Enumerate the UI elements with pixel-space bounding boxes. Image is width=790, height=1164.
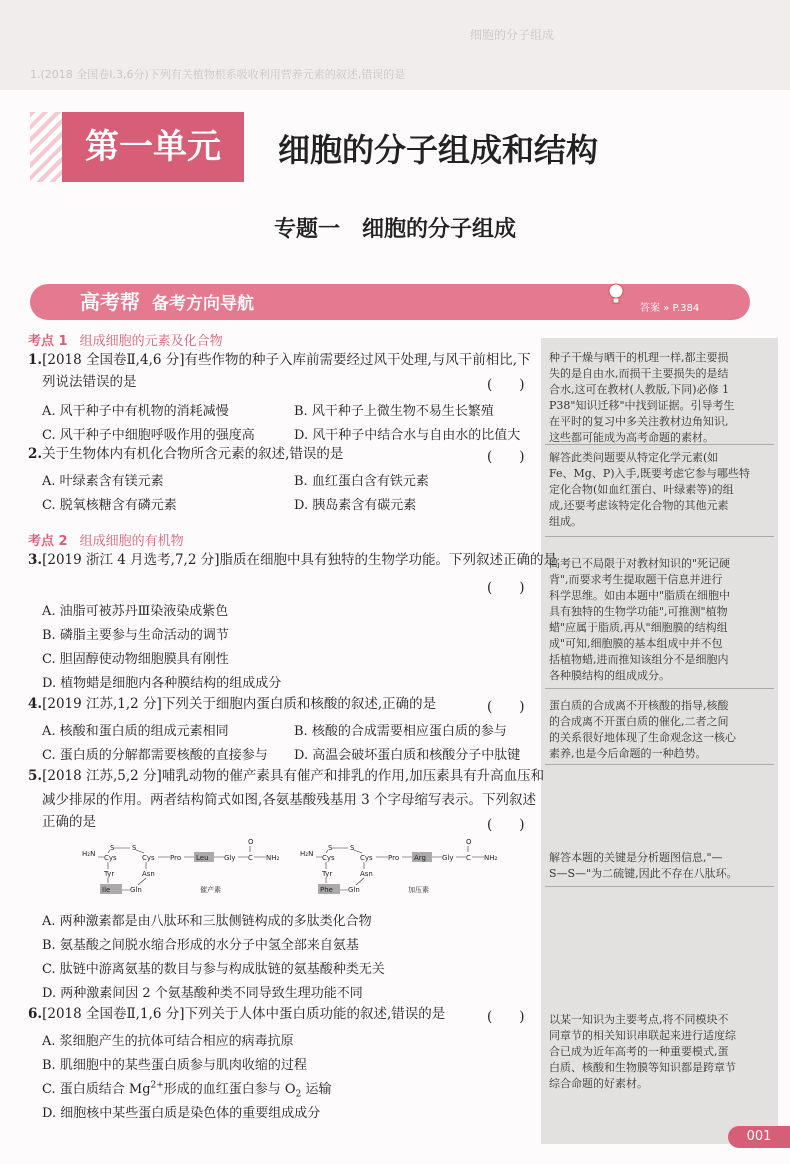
option-d: D. 两种激素间因 2 个氨基酸种类不同导致生理功能不同 bbox=[42, 986, 363, 1001]
option-a: A. 核酸和蛋白质的组成元素相同 bbox=[42, 724, 229, 739]
note-divider bbox=[545, 444, 774, 445]
note-line: 的关系很好地体现了生命观念这一核心 bbox=[549, 731, 736, 744]
note-2 bbox=[549, 450, 771, 530]
note-line: 成"可知,细胞膜的基本组成中并不包 bbox=[549, 637, 723, 650]
option-c: C. 脱氧核糖含有磷元素 bbox=[42, 498, 177, 513]
option-a: A. 油脂可被苏丹Ⅲ染液染成紫色 bbox=[42, 604, 229, 619]
answer-blank: ( ) bbox=[487, 580, 525, 596]
h2n-label: H₂N bbox=[82, 850, 96, 858]
nh2-label: NH₂ bbox=[266, 854, 280, 862]
c-label: C bbox=[248, 854, 253, 862]
o-label: O bbox=[466, 838, 472, 846]
note-line: 括植物蜡,进而推知该组分不是细胞内 bbox=[549, 653, 729, 666]
faded-header-text: 1.(2018 全国卷Ⅰ,3,6分)下列有关植物根系吸收利用营养元素的叙述,错误的是 bbox=[30, 68, 406, 81]
cys-label: Cys bbox=[142, 854, 155, 862]
diff-residue: Arg bbox=[414, 854, 426, 862]
note-line: 成,还要考虑该特定化合物的其他元素 bbox=[549, 499, 729, 512]
c-label: C bbox=[466, 854, 471, 862]
option-b: B. 磷脂主要参与生命活动的调节 bbox=[42, 628, 229, 643]
option-d: D. 胰岛素含有碳元素 bbox=[294, 498, 417, 513]
note-line: 素养,也是今后命题的一种趋势。 bbox=[549, 747, 707, 760]
answer-blank: ( ) bbox=[487, 449, 525, 465]
lightbulb-icon bbox=[605, 282, 627, 306]
note-line: 这些都可能成为高考命题的素材。 bbox=[549, 431, 714, 444]
note-line: 同章节的相关知识串联起来进行适度综 bbox=[549, 1029, 736, 1042]
note-line: 的合成离不开蛋白质的催化,二者之间 bbox=[549, 715, 729, 728]
option-d: D. 细胞核中某些蛋白质是染色体的重要组成成分 bbox=[42, 1106, 321, 1121]
question-3 bbox=[28, 550, 557, 571]
cys-label: Cys bbox=[104, 854, 117, 862]
question-number: 2. bbox=[28, 446, 43, 462]
option-c-text: C. 蛋白质结合 Mg bbox=[42, 1082, 151, 1097]
cys-label: Cys bbox=[322, 854, 335, 862]
option-c-text: 形成的血红蛋白参与 O bbox=[163, 1082, 296, 1097]
section-title: 组成细胞的有机物 bbox=[79, 534, 184, 549]
nh2-label: NH₂ bbox=[484, 854, 498, 862]
note-divider bbox=[545, 688, 774, 689]
question-stem: [2018 江苏,5,2 分]哺乳动物的催产素具有催产和排乳的作用,加压素具有升高血压和 bbox=[42, 768, 545, 784]
note-line: 解答本题的关键是分析题图信息,"— bbox=[549, 851, 723, 864]
question-5 bbox=[28, 766, 544, 787]
tyr-label: Tyr bbox=[104, 870, 115, 878]
note-line: 定化合物(如血红蛋白、叶绿素等)的组 bbox=[549, 483, 734, 496]
banner-title bbox=[80, 285, 254, 321]
option-b: B. 血红蛋白含有铁元素 bbox=[294, 474, 429, 489]
asn-label: Asn bbox=[360, 870, 373, 878]
question-5-stem2: 减少排尿的作用。两者结构简式如图,各氨基酸残基用 3 个字母缩写表示。下列叙述 bbox=[42, 792, 536, 808]
option-c: C. 蛋白质的分解都需要核酸的直接参与 bbox=[42, 748, 268, 763]
cys-label: Cys bbox=[360, 854, 373, 862]
note-line: S—S—"为二硫键,因此不存在八肽环。 bbox=[549, 867, 738, 880]
option-b: B. 核酸的合成需要相应蛋白质的参与 bbox=[294, 724, 507, 739]
option-b: B. 风干种子上微生物不易生长繁殖 bbox=[294, 404, 494, 419]
answer-reference: 答案 » P.384 bbox=[640, 303, 700, 314]
option-b: B. 肌细胞中的某些蛋白质参与肌肉收缩的过程 bbox=[42, 1058, 307, 1073]
note-line: 科学思维。如由本题中"脂质在细胞中 bbox=[549, 589, 731, 602]
unit-label: 第一单元 bbox=[62, 112, 244, 182]
option-c: C. 胆固醇使动物细胞膜具有刚性 bbox=[42, 652, 229, 667]
note-1 bbox=[549, 350, 771, 446]
question-1-stem2: 列说法错误的是 bbox=[42, 374, 137, 390]
note-line: 高考已不局限于对教材知识的"死记硬 bbox=[549, 557, 731, 570]
question-number: 5. bbox=[28, 768, 43, 784]
option-c-text: 运输 bbox=[301, 1082, 332, 1097]
banner-subtitle: 备考方向导航 bbox=[152, 294, 254, 314]
faded-header-title: 细胞的分子组成 bbox=[470, 28, 555, 42]
tyr-label: Tyr bbox=[322, 870, 333, 878]
option-a: A. 风干种子中有机物的消耗减慢 bbox=[42, 404, 229, 419]
note-line: 解答此类问题要从特定化学元素(如 bbox=[549, 451, 719, 464]
pro-label: Pro bbox=[170, 854, 182, 862]
note-line: 蛋白质的合成离不开核酸的指导,核酸 bbox=[549, 699, 729, 712]
note-line: P38"知识迁移"中找到证据。引导考生 bbox=[549, 399, 735, 412]
note-divider bbox=[545, 764, 774, 765]
question-number: 6. bbox=[28, 1006, 43, 1022]
option-a: A. 两种激素都是由八肽环和三肽侧链构成的多肽类化合物 bbox=[42, 914, 372, 929]
option-d: D. 高温会破坏蛋白质和核酸分子中肽键 bbox=[294, 748, 521, 763]
banner-main: 高考帮 bbox=[80, 290, 140, 314]
option-c: C. 肽链中游离氨基的数目与参与构成肽链的氨基酸种类无关 bbox=[42, 962, 385, 977]
gln-label: Gln bbox=[130, 886, 142, 894]
note-6 bbox=[549, 1012, 771, 1092]
asn-label: Asn bbox=[142, 870, 155, 878]
option-a: A. 叶绿素含有镁元素 bbox=[42, 474, 164, 489]
note-5 bbox=[549, 850, 771, 882]
answer-blank: ( ) bbox=[487, 377, 525, 393]
vasopressin-label: 加压素 bbox=[408, 886, 429, 894]
unit-title: 细胞的分子组成和结构 bbox=[278, 131, 599, 169]
section-heading-2 bbox=[28, 530, 184, 549]
question-stem: [2019 浙江 4 月选考,7,2 分]脂质在细胞中具有独特的生物学功能。下列叙述正确的是 bbox=[42, 552, 557, 568]
question-4 bbox=[28, 694, 436, 715]
s-label: S bbox=[132, 844, 137, 852]
question-number: 4. bbox=[28, 696, 43, 712]
answer-blank: ( ) bbox=[487, 1009, 525, 1025]
topic-title: 专题一 细胞的分子组成 bbox=[273, 217, 516, 242]
note-line: 在平时的复习中多关注教材边角知识, bbox=[549, 415, 729, 428]
diff-residue: Phe bbox=[320, 886, 333, 894]
subscript: 2 bbox=[295, 1089, 302, 1100]
question-number: 3. bbox=[28, 552, 43, 568]
question-stem: 关于生物体内有机化合物所含元素的叙述,错误的是 bbox=[42, 446, 344, 462]
note-line: 合已成为近年高考的一种重要模式,蛋 bbox=[549, 1045, 729, 1058]
note-line: 综合命题的好素材。 bbox=[549, 1077, 648, 1090]
note-divider bbox=[545, 886, 774, 887]
section-title: 组成细胞的元素及化合物 bbox=[79, 334, 223, 349]
question-number: 1. bbox=[28, 352, 43, 368]
option-d: D. 植物蜡是细胞内各种膜结构的组成成分 bbox=[42, 676, 282, 691]
option-a: A. 浆细胞产生的抗体可结合相应的病毒抗原 bbox=[42, 1034, 294, 1049]
option-d: D. 风干种子中结合水与自由水的比值大 bbox=[294, 428, 521, 443]
option-c: C. 风干种子中细胞呼吸作用的强度高 bbox=[42, 428, 255, 443]
note-line: Fe、Mg、P)入手,既要考虑它参与哪些特 bbox=[549, 467, 751, 480]
question-1 bbox=[28, 350, 531, 371]
gln-label: Gln bbox=[348, 886, 360, 894]
superscript: 2+ bbox=[150, 1080, 164, 1091]
hormone-structure-diagram bbox=[80, 836, 520, 900]
s-label: S bbox=[110, 844, 115, 852]
vasopressin-structure bbox=[300, 838, 498, 894]
option-c bbox=[42, 1078, 331, 1100]
question-2 bbox=[28, 444, 343, 465]
section-heading-1 bbox=[28, 330, 223, 349]
question-stem: [2018 全国卷Ⅱ,4,6 分]有些作物的种子入库前需要经过风干处理,与风干前相比,下 bbox=[42, 352, 531, 368]
page-number: 001 bbox=[728, 1126, 790, 1148]
question-6 bbox=[28, 1004, 445, 1025]
gly-label: Gly bbox=[442, 854, 454, 862]
section-label: 考点 2 bbox=[28, 534, 68, 549]
oxytocin-label: 催产素 bbox=[200, 886, 221, 894]
note-divider bbox=[545, 536, 774, 537]
note-line: 白质、核酸和生物膜等知识都是跨章节 bbox=[549, 1061, 736, 1074]
question-stem: [2018 全国卷Ⅱ,1,6 分]下列关于人体中蛋白质功能的叙述,错误的是 bbox=[42, 1006, 446, 1022]
s-label: S bbox=[328, 844, 333, 852]
note-line: 失的是自由水,而损干主要损失的是结 bbox=[549, 367, 729, 380]
question-5-stem3: 正确的是 bbox=[42, 814, 96, 830]
o-label: O bbox=[248, 838, 254, 846]
answer-blank: ( ) bbox=[487, 817, 525, 833]
note-3 bbox=[549, 556, 771, 684]
question-stem: [2019 江苏,1,2 分]下列关于细胞内蛋白质和核酸的叙述,正确的是 bbox=[42, 696, 437, 712]
h2n-label: H₂N bbox=[300, 850, 314, 858]
note-line: 以某一知识为主要考点,将不同模块不 bbox=[549, 1013, 729, 1026]
s-label: S bbox=[350, 844, 355, 852]
note-line: 合水,这可在教材(人教版,下同)必修 1 bbox=[549, 383, 730, 396]
diff-residue: Ile bbox=[102, 886, 111, 894]
diff-residue: Leu bbox=[196, 854, 209, 862]
note-line: 背",而要求考生提取题干信息并进行 bbox=[549, 573, 723, 586]
pro-label: Pro bbox=[388, 854, 400, 862]
note-line: 各种膜结构的组成成分。 bbox=[549, 669, 670, 682]
note-line: 蜡"应属于脂质,再从"细胞膜的结构组 bbox=[549, 621, 728, 634]
oxytocin-structure bbox=[82, 838, 280, 894]
note-4 bbox=[549, 698, 771, 762]
gly-label: Gly bbox=[224, 854, 236, 862]
option-b: B. 氨基酸之间脱水缩合形成的水分子中氢全部来自氨基 bbox=[42, 938, 359, 953]
answer-blank: ( ) bbox=[487, 699, 525, 715]
note-line: 具有独特的生物学功能",可推测"植物 bbox=[549, 605, 728, 618]
note-line: 种子干燥与晒干的机理一样,都主要损 bbox=[549, 351, 729, 364]
note-line: 组成。 bbox=[549, 515, 582, 528]
section-label: 考点 1 bbox=[28, 334, 68, 349]
